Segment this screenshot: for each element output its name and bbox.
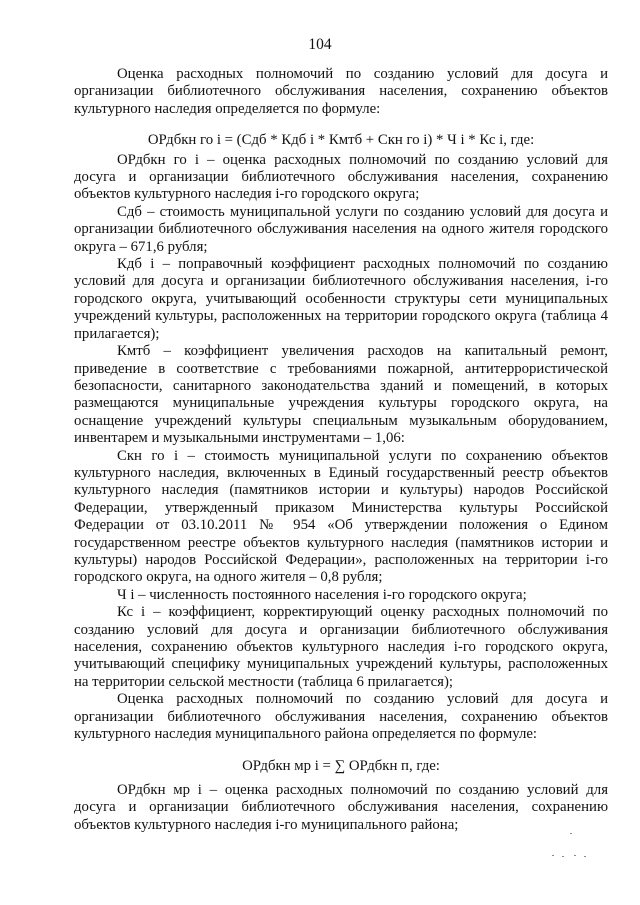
formula-city-district: ОРдбкн го i = (Сдб * Кдб i * Кмтб + Скн го i) * Ч i * Кс i, где: bbox=[147, 132, 535, 149]
paragraph-intro-municipal-district: Оценка расходных полномочий по созданию условий для досуга и организации библиотечного обслуживания населения, сохранению объектов культурного наследия муниципального района определяется по формуле: bbox=[74, 691, 608, 743]
paragraph-definition-ks: Кс i – коэффициент, корректирующий оценку расходных полномочий по созданию условий для досуга и организации библиотечного обслуживания населения, сохранению объектов культурного наследия i-го городского округа, учитывающий специфику муниципальных учреждений культуры, расположенных на территории сельской местности (таблица 6 прилагается); bbox=[74, 604, 608, 690]
paragraph-definition-ordbkn-go: ОРдбкн го i – оценка расходных полномочий по созданию условий для досуга и организации библиотечного обслуживания населения, сохранению объектов культурного наследия i-го городского округа; bbox=[74, 151, 608, 203]
paragraph-intro: Оценка расходных полномочий по созданию условий для досуга и организации библиотечного обслуживания населения, сохранению объектов культурного наследия определяется по формуле: bbox=[74, 66, 608, 117]
paragraph-definition-skn: Скн го i – стоимость муниципальной услуги по сохранению объектов культурного наследия, включенных в Единый государственный реестр объектов культурного наследия (памятников истории и культуры) народов Российской Федерации, утвержденный приказом Министерства культуры Российской Федерации от 03.10.2011 № 954 «Об утверждении положения о Едином государственном реестре объектов культурного наследия (памятников истории и культуры) народов Российской Федерации», расположенных на территории i-го городского округа, на одного жителя – 0,8 рубля; bbox=[74, 447, 608, 586]
scan-specks bbox=[540, 825, 600, 875]
page-number: 104 bbox=[308, 36, 332, 53]
document-body bbox=[74, 66, 608, 834]
paragraph-definition-sdb: Сдб – стоимость муниципальной услуги по созданию условий для досуга и организации библиотечного обслуживания населения на одного жителя городского округа – 671,6 рубля; bbox=[74, 203, 608, 255]
paragraph-definition-kmtb: Кмтб – коэффициент увеличения расходов на капитальный ремонт, приведение в соответствие с требованиями пожарной, антитеррористической безопасности, санитарного законодательства зданий и помещений, в которых размещаются муниципальные учреждения культуры городского округа, на оснащение учреждений культуры специальным музыкальным оборудованием, инвентарем и музыкальными инструментами – 1,06: bbox=[74, 343, 608, 447]
paragraph-definition-kdb: Кдб i – поправочный коэффициент расходных полномочий по созданию условий для досуга и организации библиотечного обслуживания населения, i-го городского округа, учитывающий особенности структуры сети муниципальных учреждений культуры, расположенных на территории городского округа (таблица 4 прилагается); bbox=[74, 256, 608, 342]
paragraph-definition-ordbkn-mr: ОРдбкн мр i – оценка расходных полномочий по созданию условий для досуга и организации библиотечного обслуживания населения, сохранению объектов культурного наследия i-го муниципального района; bbox=[74, 781, 608, 833]
formula-municipal-district: ОРдбкн мр i = ∑ ОРдбкн п, где: bbox=[242, 758, 440, 775]
paragraph-definition-ch: Ч i – численность постоянного населения i-го городского округа; bbox=[117, 586, 527, 603]
